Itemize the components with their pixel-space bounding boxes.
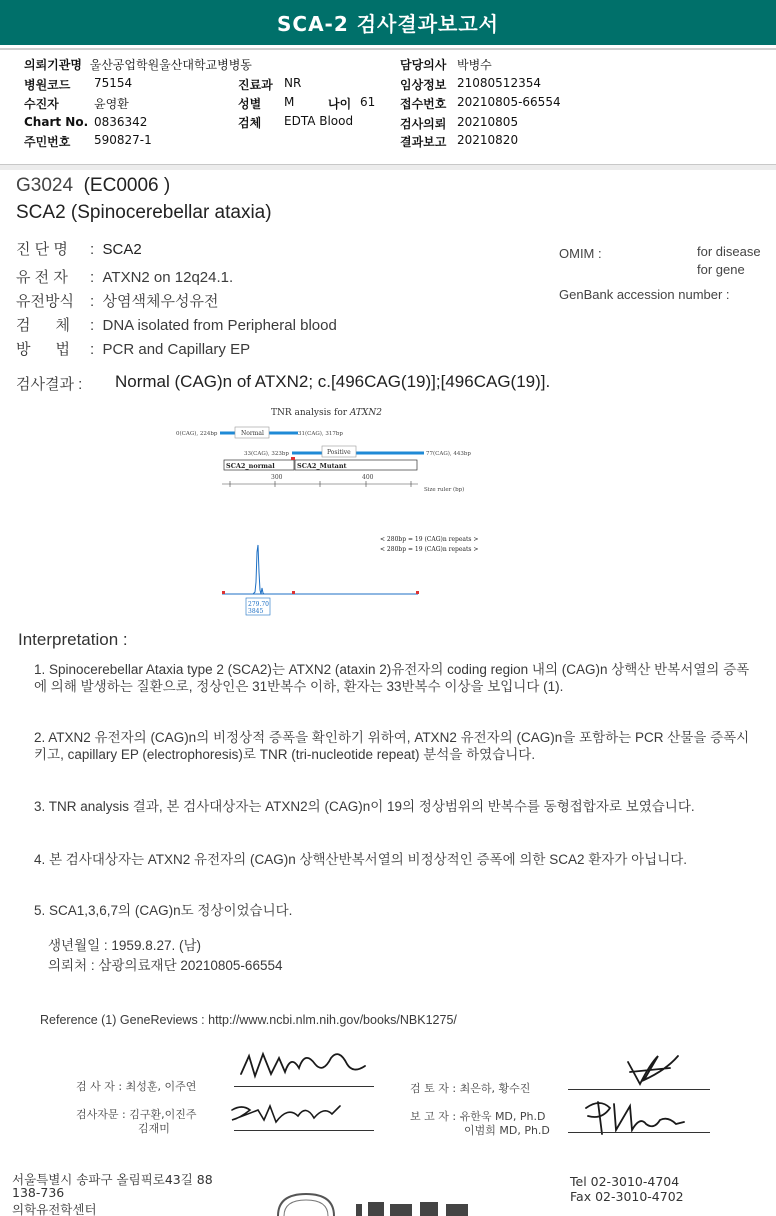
header-receipt-no: 접수번호 20210805-66554: [400, 95, 561, 111]
footer-address: 서울특별시 송파구 올림픽로43길 88: [12, 1172, 213, 1187]
reference: Reference (1) GeneReviews : http://www.ncbi.nlm.nih.gov/books/NBK1275/: [40, 1013, 457, 1027]
header-chart-no: Chart No. 0836342: [24, 115, 148, 129]
genbank-label: GenBank accession number :: [559, 287, 730, 302]
interpretation-item-4: 4. 본 검사대상자는 ATXN2 유전자의 (CAG)n 상핵산반복서열의 비정상적인 증폭에 의한 SCA2 환자가 아닙니다.: [34, 852, 688, 867]
interpretation-item-2: 2. ATXN2 유전자의 (CAG)n의 비정상적 증폭을 확인하기 위하여, ATXN2 유전자의 (CAG)n을 포함하는 PCR 산물을 증폭시키고, capillary EP (electrophoresis)로 TNR (tri-nucleotide repeat) 분석을 하였습니다.: [34, 730, 750, 762]
bar-normal-label: SCA2_normal: [226, 462, 275, 470]
omim-label: OMIM :: [559, 246, 602, 261]
reporter-label-2: 이범희 MD, Ph.D: [464, 1124, 550, 1137]
figure-title: TNR analysis for ATXN2: [271, 408, 382, 418]
mutant-left-label: 33(CAG), 323bp: [244, 451, 289, 457]
header-age: 나이 61: [328, 95, 376, 111]
header-divider: [0, 164, 776, 170]
interpretation-item-1: 1. Spinocerebellar Ataxia type 2 (SCA2)는 ATXN2 (ataxin 2)유전자의 coding region 내의 (CAG)n 상핵산 반복서열의 증폭에 의해 발생하는 질환으로, 정상인은 31반복수 이하, 환자는 33반복수 이상을 보입니다 (1).: [34, 662, 750, 694]
info-row-method: 방 법 : PCR and Capillary EP: [16, 341, 251, 358]
reporter-signature-line: [568, 1132, 710, 1133]
examiner-signature: [235, 1044, 375, 1088]
result-label: 검사결과 :: [16, 376, 83, 393]
footer-tel: Tel 02-3010-4704: [570, 1174, 680, 1189]
footer-dept: 의학유전학센터: [12, 1202, 97, 1216]
peak-label-size: 279.70: [248, 601, 269, 608]
normal-box-label: Normal: [241, 430, 264, 437]
footer-fax: Fax 02-3010-4702: [570, 1189, 684, 1204]
birth-date: 생년월일 : 1959.8.27. (남): [48, 938, 202, 953]
header-specimen: 검체 EDTA Blood: [238, 114, 354, 130]
examiner-signature-line: [234, 1086, 374, 1087]
electropherogram-peak: [253, 545, 264, 594]
reviewer-label: 검 토 자 : 최은하, 황수진: [410, 1082, 531, 1095]
legend-line-1: < 280bp = 19 (CAG)n repeats >: [380, 536, 479, 543]
normal-right-label: 31(CAG), 317bp: [298, 431, 343, 437]
requester: 의뢰처 : 삼광의료재단 20210805-66554: [48, 958, 283, 973]
info-row-gene: 유 전 자 : ATXN2 on 12q24.1.: [16, 269, 234, 286]
reviewer-signature-line: [568, 1089, 710, 1090]
footer-seal-logo: [270, 1190, 520, 1216]
omim-disease: for disease: [697, 244, 761, 259]
header-hospital: 의뢰기관명 울산공업학원울산대학교병병동: [24, 58, 252, 72]
tick-label-400: 400: [362, 474, 374, 481]
header-department: 진료과 NR: [238, 76, 302, 92]
header-resident-no: 주민번호 590827-1: [24, 133, 152, 149]
reviewer-signature: [600, 1050, 690, 1092]
header-patient: 수진자 윤영환: [24, 97, 129, 111]
reporter-label: 보 고 자 : 유한욱 MD, Ph.D: [410, 1110, 546, 1123]
tick-label-300: 300: [271, 474, 283, 481]
staff-signature-line: [234, 1130, 374, 1131]
reporter-signature: [580, 1094, 690, 1140]
info-row-specimen: 검 체 : DNA isolated from Peripheral blood: [16, 317, 337, 334]
interpretation-title: Interpretation :: [18, 630, 128, 649]
size-ruler-label: Size ruler (bp): [424, 487, 465, 493]
omim-gene: for gene: [697, 262, 745, 277]
staff-signature: [228, 1096, 368, 1132]
tnr-analysis-figure: [170, 402, 510, 620]
normal-left-label: 0(CAG), 224bp: [176, 431, 218, 437]
footer-zip: 138-736: [12, 1185, 65, 1200]
header-clinical-info: 임상정보 21080512354: [400, 76, 541, 92]
header-doctor: 담당의사 박병수: [400, 58, 492, 72]
mutant-right-label: 77(CAG), 443bp: [426, 451, 471, 457]
header-hospital-code: 병원코드 75154: [24, 76, 133, 92]
info-row-diagnosis: 진 단 명 : SCA2: [16, 241, 142, 258]
interpretation-item-5: 5. SCA1,3,6,7의 (CAG)n도 정상이었습니다.: [34, 903, 293, 918]
report-title: SCA-2 검사결과보고서: [277, 12, 499, 36]
test-name: SCA2 (Spinocerebellar ataxia): [16, 202, 272, 223]
staff-label-2: 김재미: [138, 1122, 170, 1135]
header-request-date: 검사의뢰 20210805: [400, 115, 519, 131]
result-value: Normal (CAG)n of ATXN2; c.[496CAG(19)];[496CAG(19)].: [115, 372, 551, 391]
positive-box-label: Positive: [327, 449, 351, 456]
legend-line-2: < 280bp = 19 (CAG)n repeats >: [380, 546, 479, 553]
bar-mutant-label: SCA2_Mutant: [297, 462, 347, 470]
header-sex: 성별 M: [238, 95, 295, 111]
examiner-label: 검 사 자 : 최성훈, 이주연: [76, 1080, 197, 1093]
report-title-bar: [0, 0, 776, 48]
staff-label: 검사자문 : 김구환,이진주: [76, 1108, 197, 1121]
interpretation-item-3: 3. TNR analysis 결과, 본 검사대상자는 ATXN2의 (CAG)n이 19의 정상범위의 반복수를 동형접합자로 보였습니다.: [34, 799, 695, 814]
header-report-date: 결과보고 20210820: [400, 133, 519, 149]
boundary-marker: [291, 457, 295, 460]
test-code: G3024 (EC0006 ): [16, 175, 171, 196]
info-row-inheritance: 유전방식 : 상염색체우성유전: [16, 293, 219, 310]
peak-label-height: 3845: [248, 608, 264, 615]
